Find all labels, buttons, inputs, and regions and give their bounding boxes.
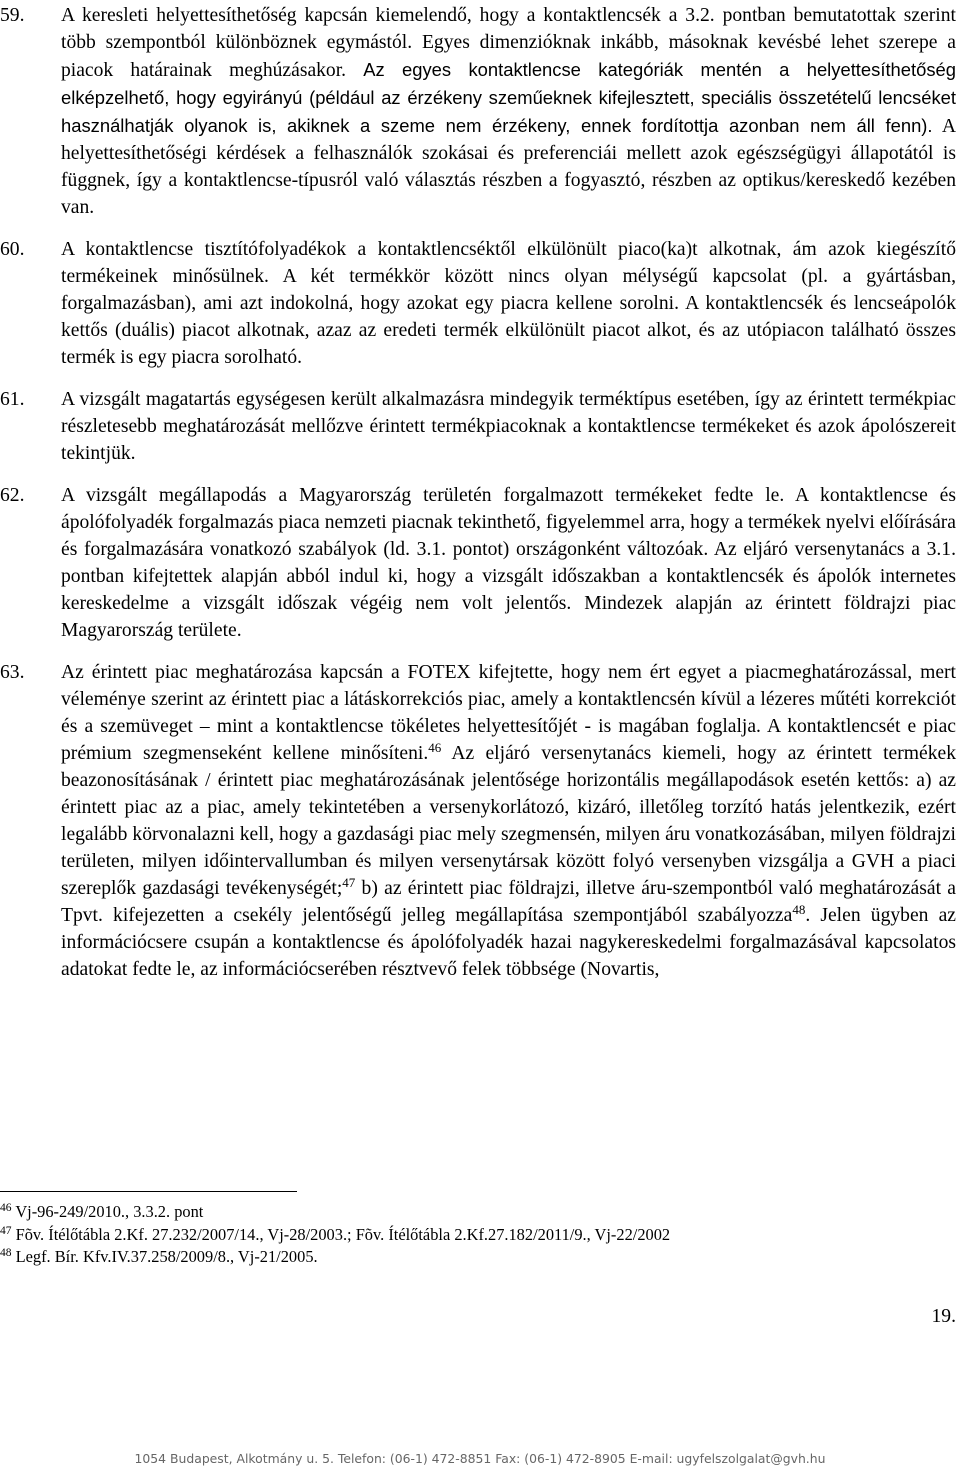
paragraph-text: Az eljáró versenytanács kiemeli, hogy az érintett termékek beazonosításának / érintett piac meghatározásának jelentősége horizontális megállapodások esetén kettős: a) az érintett piac az a piac, amely tekintetében a versenykorlátozó, kizáró, illetőleg torzító hatás jelentkezik, ezért legalább körvonalazni kell, hogy a gazdasági piac mely szegmensén, milyen áru vonatkozásában, milyen földrajzi területen, milyen időintervallumban és milyen versenytársak között folyó versenyben vizsgálja a GVH a piaci szereplők gazdasági tevékenységét; xyxy=(61,743,956,899)
paragraph-text: A keresleti helyettesíthetőség kapcsán kiemelendő, hogy a kontaktlencsék a 3.2. pontban bemutatottak szerint több szempontból különböznek egymástól. Egyes dimenzióknak inkább, másoknak kevésbé lehet szerepe a piacok határainak meghúzásakor. xyxy=(61,5,956,81)
footnote-ref-47[interactable]: 47 xyxy=(342,875,356,890)
paragraph-61 xyxy=(0,386,956,467)
paragraph-number: 60. xyxy=(0,239,25,260)
footnote-list xyxy=(0,1201,956,1269)
paragraph-62 xyxy=(0,482,956,644)
paragraph-text-sans: Az egyes kontaktlencse kategóriák mentén a helyettesíthetőség elképzelhető, hogy egyirányú (például az érzékeny szeműeknek kifejlesztett, speciális összetételű lencséket használhatják olyanok is, akiknek a szeme nem érzékeny, ennek fordítottja azonban nem áll fenn). xyxy=(61,59,956,136)
footnote-number: 48 xyxy=(0,1247,12,1260)
paragraph-text: b) az érintett piac földrajzi, illetve áru-szempontból való meghatározását a Tpvt. kifejezetten a csekély jelentőségű jelleg megállapítása szempontjából szabályozza xyxy=(61,878,956,926)
paragraph-list xyxy=(0,2,956,998)
footnote-47 xyxy=(0,1224,956,1247)
paragraph-number: 63. xyxy=(0,662,25,683)
paragraph-text: A vizsgált megállapodás a Magyarország területén forgalmazott termékeket fedte le. A kontaktlencse és ápolófolyadék forgalmazás piaca nemzeti piacnak tekinthető, figyelemmel arra, hogy a termékek nyelvi előírására és forgalmazására vonatkozó szabályok (ld. 3.1. pontot) országonként változóak. Az eljáró versenytanács a 3.1. pontban kifejtettek alapján abból indul ki, hogy a vizsgált időszakban a kontaktlencsék és ápolók internetes kereskedelme a vizsgált időszak végéig nem volt jelentős. Mindezek alapján az érintett földrajzi piac Magyarország területe. xyxy=(61,485,956,641)
paragraph-number: 61. xyxy=(0,389,25,410)
paragraph-text: A vizsgált magatartás egységesen került alkalmazásra mindegyik terméktípus esetében, így az érintett termékpiac részletesebb meghatározását mellőzve érintett termékpiacoknak a kontaktlencse termékeket és azok ápolószereit tekintjük. xyxy=(61,389,956,464)
footnote-number: 47 xyxy=(0,1224,12,1237)
footnote-number: 46 xyxy=(0,1202,12,1214)
footnote-ref-48[interactable]: 48 xyxy=(792,902,806,917)
paragraph-text: A kontaktlencse tisztítófolyadékok a kontaktlencséktől elkülönült piaco(ka)t alkotnak, ám azok kiegészítő termékeinek minősülnek. A két termékkör között nincs olyan mélységű kapcsolat (pl. a gyártásban, forgalmazásban), ami azt indokolná, hogy azokat egy piacra kellene sorolni. A kontaktlencsék és lencseápolók kettős (duális) piacot alkotnak, azaz az eredeti termék elkülönült piacot alkot, és az utópiacon található összes termék is egy piacra sorolható. xyxy=(61,239,956,368)
footnote-text: Legf. Bír. Kfv.IV.37.258/2009/8., Vj-21/2005. xyxy=(15,1247,318,1267)
footnote-text: Fõv. Ítélőtábla 2.Kf. 27.232/2007/14., Vj-28/2003.; Fõv. Ítélőtábla 2.Kf.27.182/2011/9., Vj-22/2002 xyxy=(15,1224,671,1244)
paragraph-63 xyxy=(0,659,956,983)
page-number: 19. xyxy=(931,1306,956,1327)
paragraph-60 xyxy=(0,236,956,371)
footnote-text: Vj-96-249/2010., 3.3.2. pont xyxy=(15,1202,204,1221)
paragraph-59 xyxy=(0,2,956,221)
paragraph-text: Az érintett piac meghatározása kapcsán a FOTEX kifejtette, hogy nem ért egyet a piacmeghatározással, mert véleménye szerint az érintett piac a látáskorrekciós piac, amely a kontaktlencsén kívül a lézeres műtéti korrekciót és a szemüveget – mint a kontaktlencse tökéletes helyettesítőjét - is magában foglalja. A kontaktlencsét e piac prémium szegmenseként kellene minősíteni. xyxy=(61,662,956,764)
paragraph-text: A helyettesíthetőségi kérdések a felhasználók szokásai és preferenciái mellett azok egészségügyi állapotától is függnek, így a kontaktlencse-típusról való választás részben a fogyasztó, részben az optikus/kereskedő kezében van. xyxy=(61,116,956,218)
paragraph-number: 62. xyxy=(0,485,25,506)
footnote-divider xyxy=(0,1191,297,1192)
paragraph-text: . Jelen ügyben az információcsere csupán a kontaktlencse és ápolófolyadék hazai nagykereskedelmi forgalmazásával kapcsolatos adatokat fedte le, az információcserében résztvevő felek többsége (Novartis, xyxy=(61,905,956,980)
footnote-46 xyxy=(0,1201,956,1224)
footer-contact: 1054 Budapest, Alkotmány u. 5. Telefon: (06-1) 472-8851 Fax: (06-1) 472-8905 E-mail: ugyfelszolgalat@gvh.hu xyxy=(134,1451,826,1466)
footnote-ref-46[interactable]: 46 xyxy=(428,740,442,755)
paragraph-number: 59. xyxy=(0,5,25,26)
footnote-48 xyxy=(0,1246,956,1269)
